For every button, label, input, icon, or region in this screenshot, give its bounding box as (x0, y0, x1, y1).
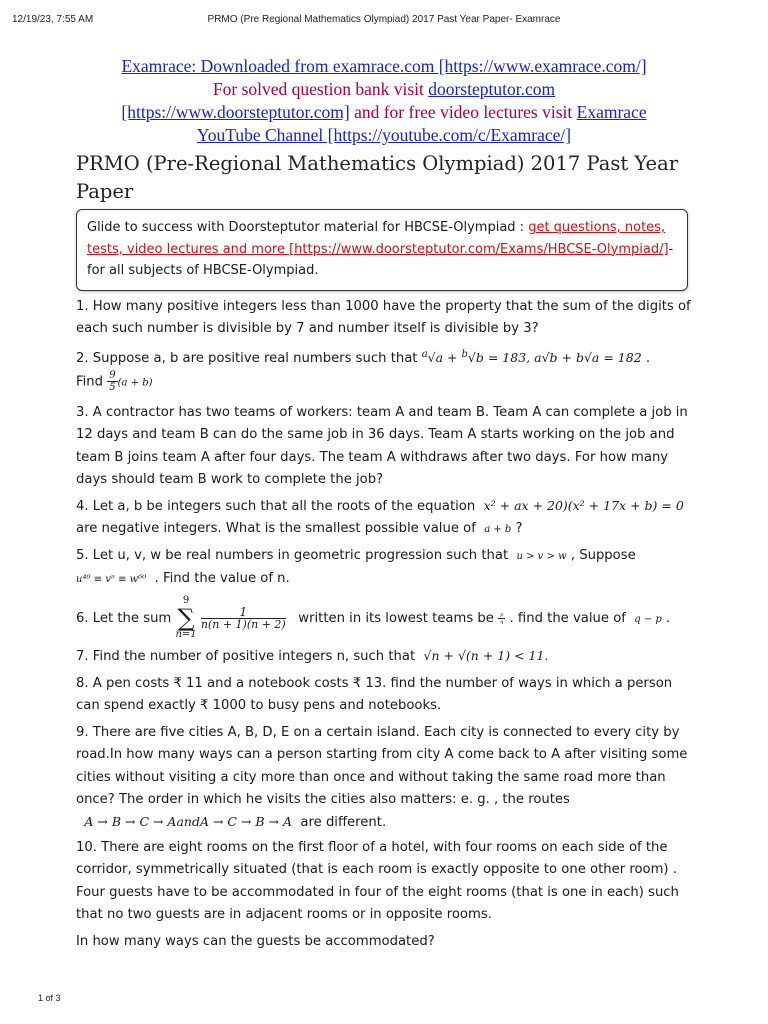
q6-text: 6. Let the sum (76, 611, 172, 626)
banner-video-text: and for free video lectures visit (349, 102, 577, 122)
question-5 (76, 545, 692, 592)
q2-fraction: $\frac{9}{5}$ (109, 370, 116, 394)
question-1: 1. How many positive integers less than 1000 have the property that the sum of the digits of each such number is divisible by 7 and number itself is divisible by 3? (76, 299, 691, 337)
question-10-ask: In how many ways can the guests be accommodated? (76, 934, 435, 949)
print-datetime: 12/19/23, 7:55 AM (12, 14, 94, 25)
q5-math: u > v > w (516, 551, 567, 562)
q5-text: 5. Let u, v, w be real numbers in geometric progression such that (76, 548, 509, 563)
q5-math2: u⁴⁰ ≡ vⁿ ≡ w⁶⁰ (76, 574, 147, 586)
print-page-title: PRMO (Pre Regional Mathematics Olympiad) 2017 Past Year Paper- Examrace (207, 14, 561, 25)
q2-find: Find (76, 374, 104, 390)
examrace-link[interactable]: Examrace (576, 102, 647, 122)
youtube-channel-link[interactable]: YouTube Channel [https://youtube.com/c/Examrace/] (196, 125, 572, 145)
question-2: 2. Suppose a, b are positive real numbers such that $^a$√a + $^b$√b = 183, a√b + b√a = 182 . Find $\frac{9}{5}$ (a + b) (76, 349, 651, 394)
q4-text: 4. Let a, b be integers such that all the roots of the equation (76, 499, 476, 514)
q9-end: are different. (300, 815, 387, 831)
banner-solved-text: For solved question bank visit (212, 79, 429, 99)
q2-tail: (a + b) (117, 377, 153, 389)
q9-text: 9. There are five cities A, B, D, E on a certain island. Each city is connected to every city by road.In how many ways can a person starting from city A come back to A after visiting some cities without visiting a city more than once and without taking the same road more than once? The order in which he visits the cities also matters: e. g. , the routes (76, 725, 688, 807)
q7-math: √n + √(n + 1) < 11. (423, 648, 549, 663)
page-title: PRMO (Pre-Regional Mathematics Olympiad) 2017 Past Year Paper (76, 152, 679, 203)
question-3: 3. A contractor has two teams of workers: team A and team B. Team A can complete a job in 12 days and team B can do the same job in 36 days. Team A starts working on the job and team B joins team A after four days. The team A withdraws after two days. For how many days should team B work to complete the job? (76, 405, 688, 487)
q2-math: $^a$√a + $^b$√b = 183, a√b + b√a = 182 (421, 349, 642, 366)
promo-tail: - for all subjects of HBCSE-Olympiad. (87, 241, 674, 278)
q6-text-c: . find the value of (509, 611, 626, 626)
question-9 (76, 722, 692, 834)
q9-math: A → B → C → AandA → C → B → A (84, 814, 293, 830)
q4-math: x² + ax + 20)(x² + 17x + b) = 0 (483, 498, 684, 513)
promo-link[interactable]: get questions, notes, tests, video lectures and more [https://www.doorsteptutor.com/Exams/HBCSE-Olympiad/] (87, 220, 669, 257)
q7-text: 7. Find the number of positive integers n, such that (76, 649, 416, 664)
q6-sigma: 9 ∑ n=1 (175, 595, 197, 640)
q2-text: 2. Suppose a, b are positive real numbers such that (76, 351, 418, 367)
q6-text-b: written in its lowest teams be (298, 611, 494, 626)
q4-math2: a + b (484, 524, 512, 536)
question-10: 10. There are eight rooms on the first floor of a hotel, with four rooms on each side of the corridor, symmetrically situated (that is each room is exactly opposite to one other room) . Four guests have to be accommodated in four of the eight rooms (that is one in each) such that no two guests are in adjacent rooms or in opposite rooms. (76, 840, 679, 922)
question-7 (76, 645, 692, 668)
doorsteptutor-link[interactable]: doorsteptutor.com (428, 79, 556, 99)
q4-text-b: are negative integers. What is the smallest possible value of (76, 521, 476, 537)
examrace-banner (60, 55, 708, 147)
q5-text-b: , Suppose (570, 548, 636, 563)
question-4: 4. Let a, b be integers such that all the roots of the equation x² + ax + 20)(x² + 17x + b) = 0 are negative integers. What is the smallest possible value of a + b ? (76, 498, 684, 537)
question-6: 6. Let the sum 9 ∑ n=1 $\frac{1}{n(n + 1)(n + 2)}$ written in its lowest teams be $\frac{p}{q}$ . find the value of q − p . (76, 595, 671, 640)
page-counter: 1 of 3 (38, 993, 61, 1003)
examrace-download-link[interactable]: Examrace: Downloaded from examrace.com [https://www.examrace.com/] (121, 56, 647, 76)
q6-small-fraction: $\frac{p}{q}$ (500, 611, 504, 625)
q6-math: q − p (634, 614, 662, 625)
doorsteptutor-url-link[interactable]: [https://www.doorsteptutor.com] (121, 102, 350, 122)
promo-box (76, 209, 688, 291)
q5-text-c: . Find the value of n. (154, 571, 290, 587)
q6-fraction: $\frac{1}{n(n + 1)(n + 2)}$ (200, 604, 286, 631)
promo-text: Glide to success with Doorsteptutor material for HBCSE-Olympiad : (87, 220, 529, 235)
question-8: 8. A pen costs ₹ 11 and a notebook costs ₹ 13. find the number of ways in which a person can spend exactly ₹ 1000 to busy pens and notebooks. (76, 676, 673, 714)
